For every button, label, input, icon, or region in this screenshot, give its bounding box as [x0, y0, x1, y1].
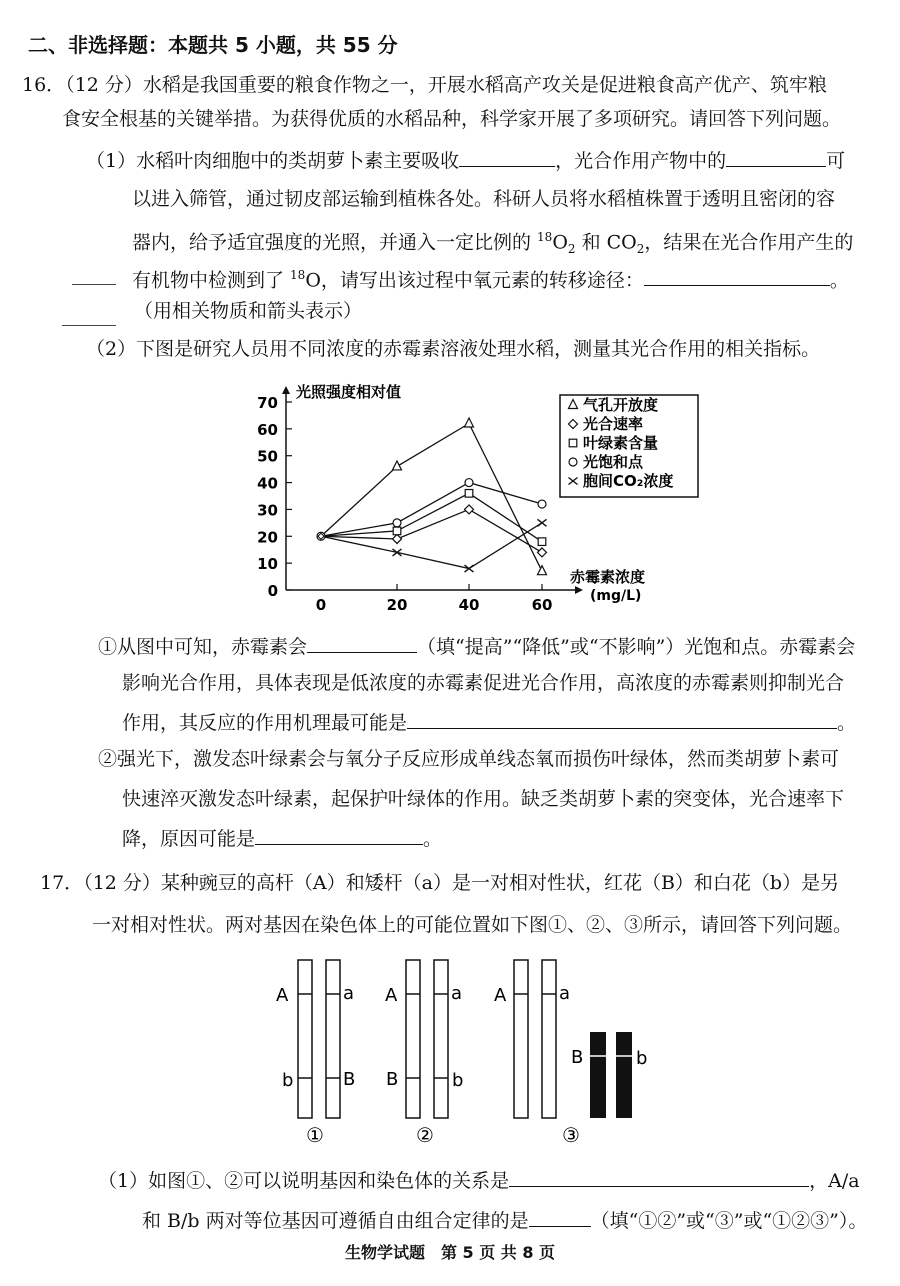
chromosome-diagram-1 — [276, 960, 355, 1147]
legend-label: 叶绿素含量 — [583, 434, 659, 452]
q16-intro-text: （12 分）水稻是我国重要的粮食作物之一，开展水稻高产攻关是促进粮食高产优产、筑牢粮 — [65, 74, 827, 96]
chart-y-tick-label: 70 — [257, 394, 278, 412]
legend-label: 气孔开放度 — [583, 396, 659, 414]
chromosome-bar — [326, 960, 340, 1118]
chart-x-tick-label: 20 — [386, 596, 408, 614]
q16-p1-l3-d: ，结果在光合作用产生的 — [644, 231, 854, 254]
data-point-triangle — [538, 566, 547, 575]
series-line-triangle — [321, 423, 542, 571]
q16-p1-l3-c: 和 CO — [575, 231, 637, 254]
chart-x-tick-label: 60 — [531, 596, 553, 614]
q16-p1-l3-a: 器内，给予适宜强度的光照，并通入一定比例的 — [132, 231, 538, 254]
answer-blank-gene-chromosome[interactable] — [509, 1166, 809, 1187]
chromosome-bar — [298, 960, 312, 1118]
q16-part1-line2: 以进入筛管，通过韧皮部运输到植株各处。科研人员将水稻植株置于透明且密闭的容 — [132, 188, 836, 210]
chart-y-tick-label: 60 — [257, 420, 278, 439]
answer-blank-free-combination[interactable] — [529, 1206, 591, 1227]
data-point-triangle — [393, 461, 402, 470]
q16-part2-q2-line3 — [122, 824, 442, 852]
answer-blank-oxygen-path[interactable] — [644, 265, 830, 286]
o2-subscript: 2 — [567, 242, 576, 257]
q17-number: 17． — [40, 872, 84, 894]
q16-p2q1-a: ①从图中可知，赤霉素会 — [98, 636, 308, 658]
q16-p1-l3-b: O — [552, 231, 568, 254]
q16-p1-l4-b: O，请写出该过程中氧元素的转移途径： — [305, 269, 644, 292]
q17-p1-a: （1）如图①、②可以说明基因和染色体的关系是 — [98, 1170, 510, 1192]
series-line-circle — [321, 483, 542, 537]
chart-y-tick-label: 50 — [257, 447, 278, 466]
gene-label: b — [452, 1070, 464, 1091]
chart-y-arrow — [282, 386, 290, 394]
isotope-superscript-2: 18 — [290, 268, 306, 282]
legend-label: 光饱和点 — [583, 453, 644, 471]
chart-y-tick-label: 0 — [267, 582, 278, 600]
q17-line2: 一对相对性状。两对基因在染色体上的可能位置如下图①、②、③所示，请回答下列问题。 — [92, 914, 853, 936]
q16-part2-q1-line1 — [98, 632, 855, 660]
diagram-label: ② — [416, 1123, 434, 1147]
gene-label: b — [282, 1070, 294, 1091]
legend-marker-circle — [569, 458, 577, 466]
diagram-label: ③ — [562, 1123, 580, 1147]
q16-part1-line5: （用相关物质和箭头表示） — [134, 300, 363, 322]
dark-chromosome-bar — [590, 1032, 606, 1118]
data-point-square — [393, 527, 401, 535]
series-line-square — [321, 493, 542, 541]
q16-part1-line4 — [132, 262, 849, 293]
q16-part2-q1-line3 — [122, 708, 856, 736]
data-point-diamond — [465, 505, 474, 514]
q16-p1-l4-c: 。 — [829, 269, 849, 292]
gene-label: a — [559, 983, 571, 1004]
q17-text1: （12 分）某种豌豆的高杆（A）和矮杆（a）是一对相对性状，红花（B）和白花（b）是另 — [83, 872, 840, 894]
q16-part2-line1: （2）下图是研究人员用不同浓度的赤霉素溶液处理水稻，测量其光合作用的相关指标。 — [86, 338, 821, 360]
chart-xlabel: 赤霉素浓度 — [570, 568, 646, 586]
data-point-square — [538, 538, 546, 546]
chart-y-tick-label: 20 — [257, 528, 278, 547]
answer-blank-mechanism[interactable] — [407, 708, 837, 729]
gene-label: A — [494, 985, 507, 1006]
chart-xunit: (mg/L) — [590, 588, 642, 604]
gene-label: B — [386, 1069, 399, 1090]
q16-p2q2-l3-a: 降，原因可能是 — [122, 828, 256, 850]
q16-p1-text-b: ，光合作用产物中的 — [555, 150, 727, 172]
q17-part1-line1 — [98, 1166, 860, 1194]
legend-marker-square — [569, 439, 577, 447]
q16-intro-line1 — [22, 72, 827, 98]
margin-mark-2 — [62, 325, 116, 326]
q16-intro-line2: 食安全根基的关键举措。为获得优质的水稻品种，科学家开展了多项研究。请回答下列问题。 — [62, 108, 842, 130]
answer-blank-pigment-light[interactable] — [459, 146, 555, 167]
q17-p1-b: ，A/a — [809, 1170, 860, 1192]
chart-y-tick-label: 10 — [257, 555, 278, 574]
answer-blank-mutant-reason[interactable] — [255, 824, 423, 845]
chart-x-tick-label: 0 — [315, 596, 327, 614]
q17-p1-l2-b: （填“①②”或“③”或“①②③”）。 — [590, 1210, 868, 1232]
margin-mark — [72, 284, 116, 285]
q17-p1-l2-a: 和 B/b 两对等位基因可遵循自由组合定律的是 — [142, 1210, 529, 1232]
q16-p1-text-a: （1）水稻叶肉细胞中的类胡萝卜素主要吸收 — [86, 150, 460, 172]
answer-blank-product[interactable] — [726, 146, 826, 167]
q16-part1-line1 — [86, 146, 845, 174]
gene-label: B — [571, 1047, 584, 1068]
q16-part1-line3 — [132, 224, 853, 262]
legend-label: 胞间CO₂浓度 — [583, 472, 674, 490]
chromosome-diagram-2 — [385, 960, 463, 1147]
q17-line1 — [40, 870, 839, 896]
q16-part2-q2-line1: ②强光下，激发态叶绿素会与氧分子反应形成单线态氧而损伤叶绿体，然而类胡萝卜素可 — [98, 748, 840, 770]
co2-subscript: 2 — [636, 242, 645, 257]
chart-y-tick-label: 40 — [257, 474, 278, 493]
data-point-square — [465, 490, 473, 498]
gene-label: B — [343, 1069, 356, 1090]
chart-x-tick-label: 40 — [458, 596, 480, 614]
data-point-circle — [465, 479, 473, 487]
data-point-triangle — [465, 418, 474, 427]
q16-p2q1-l3-b: 。 — [837, 712, 857, 734]
q16-p2q1-b: （填“提高”“降低”或“不影响”）光饱和点。赤霉素会 — [417, 636, 856, 658]
gene-label: b — [636, 1048, 648, 1069]
answer-blank-saturation[interactable] — [307, 632, 417, 653]
q16-p1-text-c: 可 — [826, 150, 846, 172]
legend-label: 光合速率 — [583, 415, 644, 433]
q16-p2q1-l3-a: 作用，其反应的作用机理最可能是 — [122, 712, 408, 734]
q16-p2q2-l3-b: 。 — [423, 828, 443, 850]
q16-number: 16． — [22, 74, 66, 96]
series-line-x — [321, 523, 542, 569]
q16-part2-q2-line2: 快速淬灭激发态叶绿素，起保护叶绿体的作用。缺乏类胡萝卜素的突变体，光合速率下 — [122, 788, 845, 810]
gibberellin-chart — [240, 376, 700, 616]
q17-part1-line2 — [142, 1206, 867, 1234]
page-footer: 生物学试题 第 5 页 共 8 页 — [344, 1243, 556, 1262]
data-point-circle — [538, 500, 546, 508]
chromosome-bar — [406, 960, 420, 1118]
dark-chromosome-bar — [616, 1032, 632, 1118]
gene-label: a — [451, 983, 463, 1004]
data-point-diamond — [538, 548, 547, 557]
chart-x-arrow — [575, 586, 583, 594]
chromosome-figure — [270, 950, 670, 1150]
chromosome-bar — [514, 960, 528, 1118]
chart-ylabel: 光照强度相对值 — [296, 383, 402, 401]
section-heading: 二、非选择题：本题共 5 小题，共 55 分 — [28, 33, 398, 57]
q16-part2-q1-line2: 影响光合作用，具体表现是低浓度的赤霉素促进光合作用，高浓度的赤霉素则抑制光合 — [122, 672, 845, 694]
chromosome-bar — [542, 960, 556, 1118]
data-point-circle — [393, 519, 401, 527]
gene-label: A — [276, 985, 289, 1006]
data-point-diamond — [393, 534, 402, 543]
q16-p1-l4-a: 有机物中检测到了 — [132, 269, 291, 292]
gene-label: a — [343, 983, 355, 1004]
chart-y-tick-label: 30 — [257, 501, 278, 520]
diagram-label: ① — [306, 1123, 324, 1147]
chromosome-diagram-3 — [494, 960, 647, 1147]
chromosome-bar — [434, 960, 448, 1118]
gene-label: A — [385, 985, 398, 1006]
isotope-superscript: 18 — [537, 230, 553, 244]
